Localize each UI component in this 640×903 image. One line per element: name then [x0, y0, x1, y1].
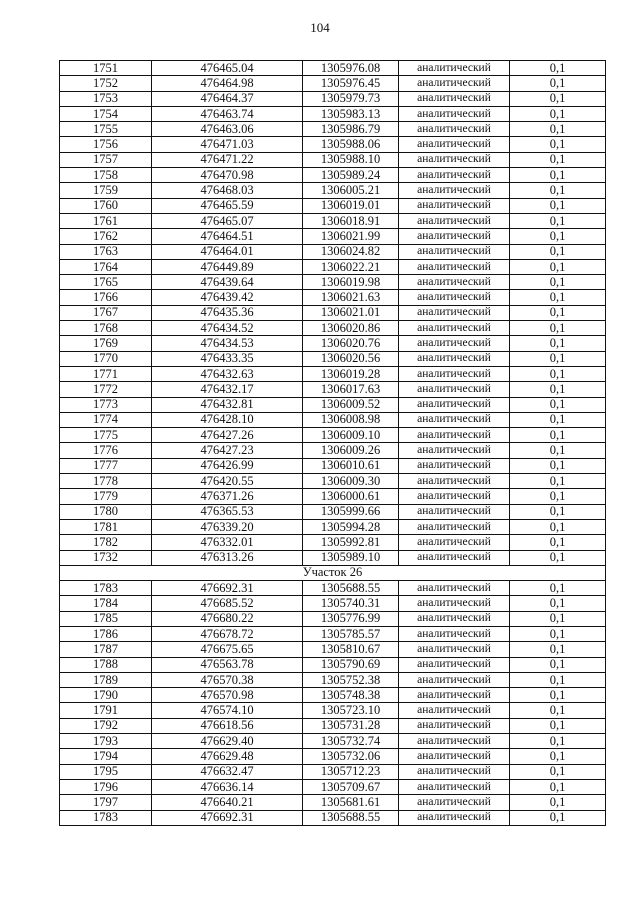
y-coordinate-cell: 1305732.74	[303, 734, 399, 749]
point-number-cell: 1787	[60, 642, 152, 657]
table-row	[60, 397, 606, 412]
accuracy-cell: 0,1	[510, 458, 606, 473]
y-coordinate-cell: 1305790.69	[303, 657, 399, 672]
accuracy-cell: 0,1	[510, 657, 606, 672]
accuracy-cell: 0,1	[510, 428, 606, 443]
accuracy-cell: 0,1	[510, 244, 606, 259]
x-coordinate-cell: 476432.17	[152, 382, 303, 397]
accuracy-cell: 0,1	[510, 703, 606, 718]
table-row	[60, 489, 606, 504]
accuracy-cell: 0,1	[510, 412, 606, 427]
accuracy-cell: 0,1	[510, 779, 606, 794]
table-row	[60, 137, 606, 152]
table-row	[60, 795, 606, 810]
y-coordinate-cell: 1306024.82	[303, 244, 399, 259]
table-row	[60, 168, 606, 183]
x-coordinate-cell: 476449.89	[152, 259, 303, 274]
y-coordinate-cell: 1306020.86	[303, 321, 399, 336]
x-coordinate-cell: 476432.63	[152, 366, 303, 381]
point-number-cell: 1783	[60, 810, 152, 825]
method-cell: аналитический	[399, 474, 510, 489]
accuracy-cell: 0,1	[510, 535, 606, 550]
point-number-cell: 1775	[60, 428, 152, 443]
table-row	[60, 259, 606, 274]
x-coordinate-cell: 476464.98	[152, 76, 303, 91]
table-row	[60, 305, 606, 320]
x-coordinate-cell: 476464.37	[152, 91, 303, 106]
x-coordinate-cell: 476313.26	[152, 550, 303, 565]
y-coordinate-cell: 1306019.01	[303, 198, 399, 213]
accuracy-cell: 0,1	[510, 474, 606, 489]
table-row	[60, 657, 606, 672]
x-coordinate-cell: 476685.52	[152, 596, 303, 611]
method-cell: аналитический	[399, 703, 510, 718]
y-coordinate-cell: 1305989.24	[303, 168, 399, 183]
x-coordinate-cell: 476692.31	[152, 581, 303, 596]
y-coordinate-cell: 1306010.61	[303, 458, 399, 473]
method-cell: аналитический	[399, 672, 510, 687]
method-cell: аналитический	[399, 275, 510, 290]
table-row	[60, 366, 606, 381]
table-row	[60, 519, 606, 534]
x-coordinate-cell: 476465.59	[152, 198, 303, 213]
y-coordinate-cell: 1306019.98	[303, 275, 399, 290]
method-cell: аналитический	[399, 596, 510, 611]
x-coordinate-cell: 476468.03	[152, 183, 303, 198]
x-coordinate-cell: 476435.36	[152, 305, 303, 320]
table-row	[60, 198, 606, 213]
accuracy-cell: 0,1	[510, 382, 606, 397]
point-number-cell: 1759	[60, 183, 152, 198]
method-cell: аналитический	[399, 61, 510, 76]
x-coordinate-cell: 476640.21	[152, 795, 303, 810]
method-cell: аналитический	[399, 321, 510, 336]
point-number-cell: 1764	[60, 259, 152, 274]
table-row	[60, 764, 606, 779]
point-number-cell: 1763	[60, 244, 152, 259]
accuracy-cell: 0,1	[510, 198, 606, 213]
point-number-cell: 1760	[60, 198, 152, 213]
table-row	[60, 703, 606, 718]
table-row	[60, 321, 606, 336]
point-number-cell: 1796	[60, 779, 152, 794]
x-coordinate-cell: 476434.53	[152, 336, 303, 351]
y-coordinate-cell: 1306009.26	[303, 443, 399, 458]
table-row	[60, 244, 606, 259]
y-coordinate-cell: 1305688.55	[303, 581, 399, 596]
table-row	[60, 504, 606, 519]
y-coordinate-cell: 1306009.52	[303, 397, 399, 412]
point-number-cell: 1770	[60, 351, 152, 366]
y-coordinate-cell: 1306017.63	[303, 382, 399, 397]
method-cell: аналитический	[399, 626, 510, 641]
y-coordinate-cell: 1305752.38	[303, 672, 399, 687]
table-row	[60, 642, 606, 657]
accuracy-cell: 0,1	[510, 229, 606, 244]
y-coordinate-cell: 1305992.81	[303, 535, 399, 550]
x-coordinate-cell: 476428.10	[152, 412, 303, 427]
method-cell: аналитический	[399, 428, 510, 443]
point-number-cell: 1793	[60, 734, 152, 749]
point-number-cell: 1752	[60, 76, 152, 91]
accuracy-cell: 0,1	[510, 305, 606, 320]
method-cell: аналитический	[399, 550, 510, 565]
x-coordinate-cell: 476427.26	[152, 428, 303, 443]
y-coordinate-cell: 1306021.01	[303, 305, 399, 320]
method-cell: аналитический	[399, 642, 510, 657]
accuracy-cell: 0,1	[510, 137, 606, 152]
table-row	[60, 336, 606, 351]
point-number-cell: 1771	[60, 366, 152, 381]
point-number-cell: 1758	[60, 168, 152, 183]
accuracy-cell: 0,1	[510, 749, 606, 764]
accuracy-cell: 0,1	[510, 259, 606, 274]
y-coordinate-cell: 1305989.10	[303, 550, 399, 565]
y-coordinate-cell: 1306005.21	[303, 183, 399, 198]
accuracy-cell: 0,1	[510, 321, 606, 336]
table-row	[60, 106, 606, 121]
accuracy-cell: 0,1	[510, 504, 606, 519]
x-coordinate-cell: 476365.53	[152, 504, 303, 519]
method-cell: аналитический	[399, 137, 510, 152]
y-coordinate-cell: 1305748.38	[303, 688, 399, 703]
y-coordinate-cell: 1306020.76	[303, 336, 399, 351]
y-coordinate-cell: 1305979.73	[303, 91, 399, 106]
x-coordinate-cell: 476432.81	[152, 397, 303, 412]
method-cell: аналитический	[399, 764, 510, 779]
table-row	[60, 91, 606, 106]
accuracy-cell: 0,1	[510, 596, 606, 611]
point-number-cell: 1784	[60, 596, 152, 611]
section-title: Участок 26	[60, 565, 606, 580]
point-number-cell: 1791	[60, 703, 152, 718]
y-coordinate-cell: 1306009.10	[303, 428, 399, 443]
accuracy-cell: 0,1	[510, 810, 606, 825]
accuracy-cell: 0,1	[510, 642, 606, 657]
method-cell: аналитический	[399, 229, 510, 244]
table-row	[60, 581, 606, 596]
method-cell: аналитический	[399, 91, 510, 106]
table-row	[60, 550, 606, 565]
accuracy-cell: 0,1	[510, 275, 606, 290]
accuracy-cell: 0,1	[510, 672, 606, 687]
point-number-cell: 1779	[60, 489, 152, 504]
x-coordinate-cell: 476464.01	[152, 244, 303, 259]
method-cell: аналитический	[399, 76, 510, 91]
accuracy-cell: 0,1	[510, 61, 606, 76]
y-coordinate-cell: 1305999.66	[303, 504, 399, 519]
table-row	[60, 474, 606, 489]
accuracy-cell: 0,1	[510, 106, 606, 121]
x-coordinate-cell: 476471.03	[152, 137, 303, 152]
method-cell: аналитический	[399, 397, 510, 412]
method-cell: аналитический	[399, 382, 510, 397]
x-coordinate-cell: 476675.65	[152, 642, 303, 657]
table-row	[60, 672, 606, 687]
y-coordinate-cell: 1305988.06	[303, 137, 399, 152]
accuracy-cell: 0,1	[510, 489, 606, 504]
y-coordinate-cell: 1306009.30	[303, 474, 399, 489]
accuracy-cell: 0,1	[510, 336, 606, 351]
table-row	[60, 749, 606, 764]
y-coordinate-cell: 1305740.31	[303, 596, 399, 611]
x-coordinate-cell: 476629.40	[152, 734, 303, 749]
method-cell: аналитический	[399, 718, 510, 733]
point-number-cell: 1786	[60, 626, 152, 641]
method-cell: аналитический	[399, 810, 510, 825]
y-coordinate-cell: 1306008.98	[303, 412, 399, 427]
point-number-cell: 1794	[60, 749, 152, 764]
x-coordinate-cell: 476680.22	[152, 611, 303, 626]
point-number-cell: 1762	[60, 229, 152, 244]
point-number-cell: 1774	[60, 412, 152, 427]
method-cell: аналитический	[399, 168, 510, 183]
table-row	[60, 734, 606, 749]
x-coordinate-cell: 476433.35	[152, 351, 303, 366]
table-row	[60, 626, 606, 641]
table-row	[60, 213, 606, 228]
table-row	[60, 535, 606, 550]
method-cell: аналитический	[399, 611, 510, 626]
point-number-cell: 1790	[60, 688, 152, 703]
point-number-cell: 1753	[60, 91, 152, 106]
table-row	[60, 443, 606, 458]
y-coordinate-cell: 1305776.99	[303, 611, 399, 626]
x-coordinate-cell: 476471.22	[152, 152, 303, 167]
method-cell: аналитический	[399, 259, 510, 274]
accuracy-cell: 0,1	[510, 688, 606, 703]
y-coordinate-cell: 1306019.28	[303, 366, 399, 381]
y-coordinate-cell: 1305988.10	[303, 152, 399, 167]
point-number-cell: 1789	[60, 672, 152, 687]
y-coordinate-cell: 1306020.56	[303, 351, 399, 366]
accuracy-cell: 0,1	[510, 550, 606, 565]
table-row	[60, 779, 606, 794]
y-coordinate-cell: 1306000.61	[303, 489, 399, 504]
x-coordinate-cell: 476439.64	[152, 275, 303, 290]
accuracy-cell: 0,1	[510, 397, 606, 412]
x-coordinate-cell: 476371.26	[152, 489, 303, 504]
method-cell: аналитический	[399, 749, 510, 764]
y-coordinate-cell: 1305681.61	[303, 795, 399, 810]
accuracy-cell: 0,1	[510, 152, 606, 167]
coordinates-table	[59, 60, 606, 826]
y-coordinate-cell: 1305709.67	[303, 779, 399, 794]
y-coordinate-cell: 1305731.28	[303, 718, 399, 733]
point-number-cell: 1754	[60, 106, 152, 121]
y-coordinate-cell: 1305785.57	[303, 626, 399, 641]
table-row	[60, 596, 606, 611]
accuracy-cell: 0,1	[510, 351, 606, 366]
x-coordinate-cell: 476339.20	[152, 519, 303, 534]
point-number-cell: 1776	[60, 443, 152, 458]
x-coordinate-cell: 476427.23	[152, 443, 303, 458]
table-row	[60, 458, 606, 473]
accuracy-cell: 0,1	[510, 519, 606, 534]
x-coordinate-cell: 476332.01	[152, 535, 303, 550]
point-number-cell: 1732	[60, 550, 152, 565]
method-cell: аналитический	[399, 779, 510, 794]
x-coordinate-cell: 476463.06	[152, 122, 303, 137]
method-cell: аналитический	[399, 366, 510, 381]
table-row	[60, 122, 606, 137]
y-coordinate-cell: 1306022.21	[303, 259, 399, 274]
y-coordinate-cell: 1305983.13	[303, 106, 399, 121]
y-coordinate-cell: 1305688.55	[303, 810, 399, 825]
table-row	[60, 718, 606, 733]
table-row	[60, 229, 606, 244]
x-coordinate-cell: 476629.48	[152, 749, 303, 764]
method-cell: аналитический	[399, 152, 510, 167]
method-cell: аналитический	[399, 244, 510, 259]
section-header-row	[60, 565, 606, 580]
point-number-cell: 1766	[60, 290, 152, 305]
point-number-cell: 1756	[60, 137, 152, 152]
table-row	[60, 688, 606, 703]
point-number-cell: 1778	[60, 474, 152, 489]
x-coordinate-cell: 476636.14	[152, 779, 303, 794]
point-number-cell: 1788	[60, 657, 152, 672]
x-coordinate-cell: 476692.31	[152, 810, 303, 825]
table-row	[60, 412, 606, 427]
point-number-cell: 1781	[60, 519, 152, 534]
method-cell: аналитический	[399, 106, 510, 121]
point-number-cell: 1783	[60, 581, 152, 596]
point-number-cell: 1795	[60, 764, 152, 779]
point-number-cell: 1757	[60, 152, 152, 167]
method-cell: аналитический	[399, 290, 510, 305]
method-cell: аналитический	[399, 305, 510, 320]
method-cell: аналитический	[399, 351, 510, 366]
x-coordinate-cell: 476426.99	[152, 458, 303, 473]
y-coordinate-cell: 1306018.91	[303, 213, 399, 228]
y-coordinate-cell: 1305976.45	[303, 76, 399, 91]
accuracy-cell: 0,1	[510, 718, 606, 733]
point-number-cell: 1765	[60, 275, 152, 290]
accuracy-cell: 0,1	[510, 91, 606, 106]
method-cell: аналитический	[399, 198, 510, 213]
table-row	[60, 382, 606, 397]
point-number-cell: 1777	[60, 458, 152, 473]
table-row	[60, 183, 606, 198]
accuracy-cell: 0,1	[510, 76, 606, 91]
point-number-cell: 1761	[60, 213, 152, 228]
point-number-cell: 1772	[60, 382, 152, 397]
point-number-cell: 1755	[60, 122, 152, 137]
x-coordinate-cell: 476465.04	[152, 61, 303, 76]
method-cell: аналитический	[399, 688, 510, 703]
accuracy-cell: 0,1	[510, 183, 606, 198]
point-number-cell: 1780	[60, 504, 152, 519]
method-cell: аналитический	[399, 734, 510, 749]
point-number-cell: 1785	[60, 611, 152, 626]
y-coordinate-cell: 1306021.99	[303, 229, 399, 244]
method-cell: аналитический	[399, 795, 510, 810]
method-cell: аналитический	[399, 504, 510, 519]
accuracy-cell: 0,1	[510, 122, 606, 137]
accuracy-cell: 0,1	[510, 581, 606, 596]
accuracy-cell: 0,1	[510, 290, 606, 305]
method-cell: аналитический	[399, 122, 510, 137]
x-coordinate-cell: 476678.72	[152, 626, 303, 641]
method-cell: аналитический	[399, 458, 510, 473]
accuracy-cell: 0,1	[510, 366, 606, 381]
x-coordinate-cell: 476563.78	[152, 657, 303, 672]
y-coordinate-cell: 1305723.10	[303, 703, 399, 718]
page-number: 104	[310, 20, 330, 35]
y-coordinate-cell: 1305732.06	[303, 749, 399, 764]
coordinates-table-body	[60, 61, 606, 826]
y-coordinate-cell: 1305994.28	[303, 519, 399, 534]
method-cell: аналитический	[399, 336, 510, 351]
point-number-cell: 1768	[60, 321, 152, 336]
accuracy-cell: 0,1	[510, 734, 606, 749]
point-number-cell: 1782	[60, 535, 152, 550]
x-coordinate-cell: 476464.51	[152, 229, 303, 244]
point-number-cell: 1767	[60, 305, 152, 320]
point-number-cell: 1769	[60, 336, 152, 351]
accuracy-cell: 0,1	[510, 795, 606, 810]
method-cell: аналитический	[399, 489, 510, 504]
table-row	[60, 810, 606, 825]
y-coordinate-cell: 1305976.08	[303, 61, 399, 76]
x-coordinate-cell: 476570.98	[152, 688, 303, 703]
point-number-cell: 1792	[60, 718, 152, 733]
x-coordinate-cell: 476470.98	[152, 168, 303, 183]
y-coordinate-cell: 1305810.67	[303, 642, 399, 657]
method-cell: аналитический	[399, 443, 510, 458]
accuracy-cell: 0,1	[510, 168, 606, 183]
x-coordinate-cell: 476574.10	[152, 703, 303, 718]
accuracy-cell: 0,1	[510, 626, 606, 641]
y-coordinate-cell: 1305986.79	[303, 122, 399, 137]
x-coordinate-cell: 476618.56	[152, 718, 303, 733]
x-coordinate-cell: 476570.38	[152, 672, 303, 687]
method-cell: аналитический	[399, 535, 510, 550]
table-row	[60, 428, 606, 443]
method-cell: аналитический	[399, 183, 510, 198]
table-row	[60, 152, 606, 167]
table-row	[60, 61, 606, 76]
method-cell: аналитический	[399, 581, 510, 596]
table-row	[60, 290, 606, 305]
y-coordinate-cell: 1305712.23	[303, 764, 399, 779]
table-row	[60, 275, 606, 290]
point-number-cell: 1797	[60, 795, 152, 810]
method-cell: аналитический	[399, 657, 510, 672]
point-number-cell: 1773	[60, 397, 152, 412]
table-row	[60, 76, 606, 91]
method-cell: аналитический	[399, 213, 510, 228]
x-coordinate-cell: 476434.52	[152, 321, 303, 336]
method-cell: аналитический	[399, 519, 510, 534]
x-coordinate-cell: 476465.07	[152, 213, 303, 228]
x-coordinate-cell: 476632.47	[152, 764, 303, 779]
table-row	[60, 351, 606, 366]
method-cell: аналитический	[399, 412, 510, 427]
accuracy-cell: 0,1	[510, 764, 606, 779]
accuracy-cell: 0,1	[510, 213, 606, 228]
x-coordinate-cell: 476420.55	[152, 474, 303, 489]
table-row	[60, 611, 606, 626]
point-number-cell: 1751	[60, 61, 152, 76]
accuracy-cell: 0,1	[510, 443, 606, 458]
y-coordinate-cell: 1306021.63	[303, 290, 399, 305]
accuracy-cell: 0,1	[510, 611, 606, 626]
x-coordinate-cell: 476463.74	[152, 106, 303, 121]
x-coordinate-cell: 476439.42	[152, 290, 303, 305]
